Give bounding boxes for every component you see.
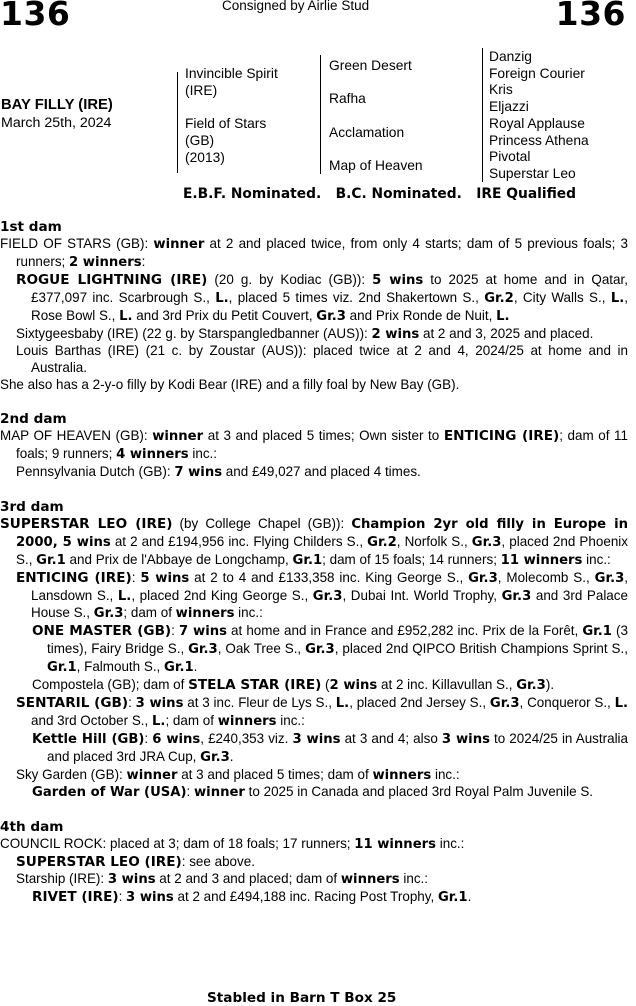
gen3-item: Danzig bbox=[489, 49, 532, 64]
produce-entry: SUPERSTAR LEO (IRE): see above. bbox=[16, 854, 255, 871]
pedigree-dam bbox=[185, 115, 266, 166]
section-title-4th-dam: 4th dam bbox=[0, 819, 64, 836]
dam-name: Field of Stars bbox=[185, 116, 267, 131]
gen3-item: Royal Applause bbox=[489, 115, 585, 131]
produce-entry: ENTICING (IRE): 5 wins at 2 to 4 and £133,358 inc. King George S., Gr.3, Molecomb S., Gr.3, Lansdown S., L., placed 2nd King George S., Gr.3, Dubai Int. World Trophy, Gr.3 and 3rd Palace House S., Gr.3; dam of winners inc.: bbox=[16, 569, 628, 622]
dam-entry: SUPERSTAR LEO (IRE) (by College Chapel (GB)): Champion 2yr old filly in Europe in 2000, 5 wins at 2 and £194,956 inc. Flying Childers S., Gr.2, Norfolk S., Gr.3, placed 2nd Phoenix S., Gr.1 and Prix de l'Abbaye de Longchamp, Gr.1; dam of 15 foals; 14 runners; 11 winners inc.: bbox=[0, 515, 628, 568]
dam-year: (2013) bbox=[185, 150, 225, 165]
pedigree-bracket-1 bbox=[177, 72, 178, 173]
pedigree-sire bbox=[185, 65, 278, 99]
section-title-3rd-dam: 3rd dam bbox=[0, 498, 64, 515]
pedigree-gen2-d: Map of Heaven bbox=[329, 158, 423, 173]
dam-country: (GB) bbox=[185, 133, 215, 148]
pedigree-gen2-a: Green Desert bbox=[329, 58, 412, 73]
gen3-item: Pivotal bbox=[489, 149, 531, 165]
gen3-item: Princess Athena bbox=[489, 132, 589, 148]
dam-entry: FIELD OF STARS (GB): winner at 2 and placed twice, from only 4 starts; dam of 5 previous foals; 3 runners; 2 winners: bbox=[0, 236, 628, 270]
pedigree-bracket-3 bbox=[482, 48, 483, 182]
produce-entry: ROGUE LIGHTNING (IRE) (20 g. by Kodiac (GB)): 5 wins to 2025 at home and in Qatar, £377,097 inc. Scarbrough S., L., placed 5 times viz. 2nd Shakertown S., Gr.2, City Walls S., L., Rose Bowl S., L. and 3rd Prix du Petit Couvert, Gr.3 and Prix Ronde de Nuit, L. bbox=[16, 271, 628, 324]
foal-date: March 25th, 2024 bbox=[1, 115, 112, 131]
pedigree-gen2-b: Rafha bbox=[329, 91, 366, 106]
stabled-location: Stabled in Barn T Box 25 bbox=[207, 990, 397, 1006]
produce-entry: ONE MASTER (GB): 7 wins at home and in France and £952,282 inc. Prix de la Forêt, Gr.1 (3 times), Fairy Bridge S., Gr.3, Oak Tree S., Gr.3, placed 2nd QIPCO British Champions Sprint S., Gr.1, Falmouth S., Gr.1. bbox=[32, 623, 628, 676]
produce-entry: Louis Barthas (IRE) (21 c. by Zoustar (AUS)): placed twice at 2 and 4, 2024/25 at home and in Australia. bbox=[16, 343, 628, 376]
produce-entry: Kettle Hill (GB): 6 wins, £240,353 viz. 3 wins at 3 and 4; also 3 wins to 2024/25 in Australia and placed 3rd JRA Cup, Gr.3. bbox=[32, 730, 629, 765]
lot-number-left: 136 bbox=[0, 0, 71, 33]
section-title-2nd-dam: 2nd dam bbox=[0, 411, 67, 428]
produce-entry: Starship (IRE): 3 wins at 2 and 3 and placed; dam of winners inc.: bbox=[16, 871, 429, 888]
gen3-item: Foreign Courier bbox=[489, 65, 585, 81]
produce-entry: SENTARIL (GB): 3 wins at 3 inc. Fleur de Lys S., L., placed 2nd Jersey S., Gr.3, Conqueror S., L. and 3rd October S., L.; dam of winners inc.: bbox=[16, 694, 628, 729]
produce-note: She also has a 2-y-o filly by Kodi Bear (IRE) and a filly foal by New Bay (GB). bbox=[0, 377, 460, 393]
horse-name: BAY FILLY (IRE) bbox=[1, 97, 113, 113]
pedigree-bracket-2 bbox=[320, 55, 321, 174]
dam-entry: COUNCIL ROCK: placed at 3; dam of 18 foals; 17 runners; 11 winners inc.: bbox=[0, 836, 465, 853]
produce-entry: Compostela (GB); dam of STELA STAR (IRE) (2 wins at 2 inc. Killavullan S., Gr.3). bbox=[32, 677, 555, 694]
sire-country: (IRE) bbox=[185, 83, 218, 98]
gen3-item: Superstar Leo bbox=[489, 165, 576, 181]
produce-entry: Sky Garden (GB): winner at 3 and placed 5 times; dam of winners inc.: bbox=[16, 766, 460, 783]
pedigree-gen2-c: Acclamation bbox=[329, 125, 405, 140]
produce-entry: Sixtygeesbaby (IRE) (22 g. by Starspangledbanner (AUS)): 2 wins at 2 and 3, 2025 and placed. bbox=[16, 325, 594, 342]
section-title-1st-dam: 1st dam bbox=[0, 219, 62, 235]
lot-number-right: 136 bbox=[555, 0, 626, 33]
produce-entry: Pennsylvania Dutch (GB): 7 wins and £49,027 and placed 4 times. bbox=[16, 463, 421, 480]
dam-entry: MAP OF HEAVEN (GB): winner at 3 and placed 5 times; Own sister to ENTICING (IRE); dam of 11 foals; 9 runners; 4 winners inc.: bbox=[0, 428, 628, 463]
consignor: Consigned by Airlie Stud bbox=[222, 0, 370, 13]
gen3-item: Kris bbox=[489, 82, 513, 98]
pedigree-gen3 bbox=[489, 49, 589, 183]
catalogue-body bbox=[0, 219, 628, 907]
sire-name: Invincible Spirit bbox=[185, 66, 278, 81]
produce-entry: Garden of War (USA): winner to 2025 in Canada and placed 3rd Royal Palm Juvenile S. bbox=[32, 784, 594, 801]
gen3-item: Eljazzi bbox=[489, 99, 529, 115]
produce-entry: RIVET (IRE): 3 wins at 2 and £494,188 inc. Racing Post Trophy, Gr.1. bbox=[32, 889, 472, 906]
nominations: E.B.F. Nominated. B.C. Nominated. IRE Qualified bbox=[183, 186, 577, 202]
